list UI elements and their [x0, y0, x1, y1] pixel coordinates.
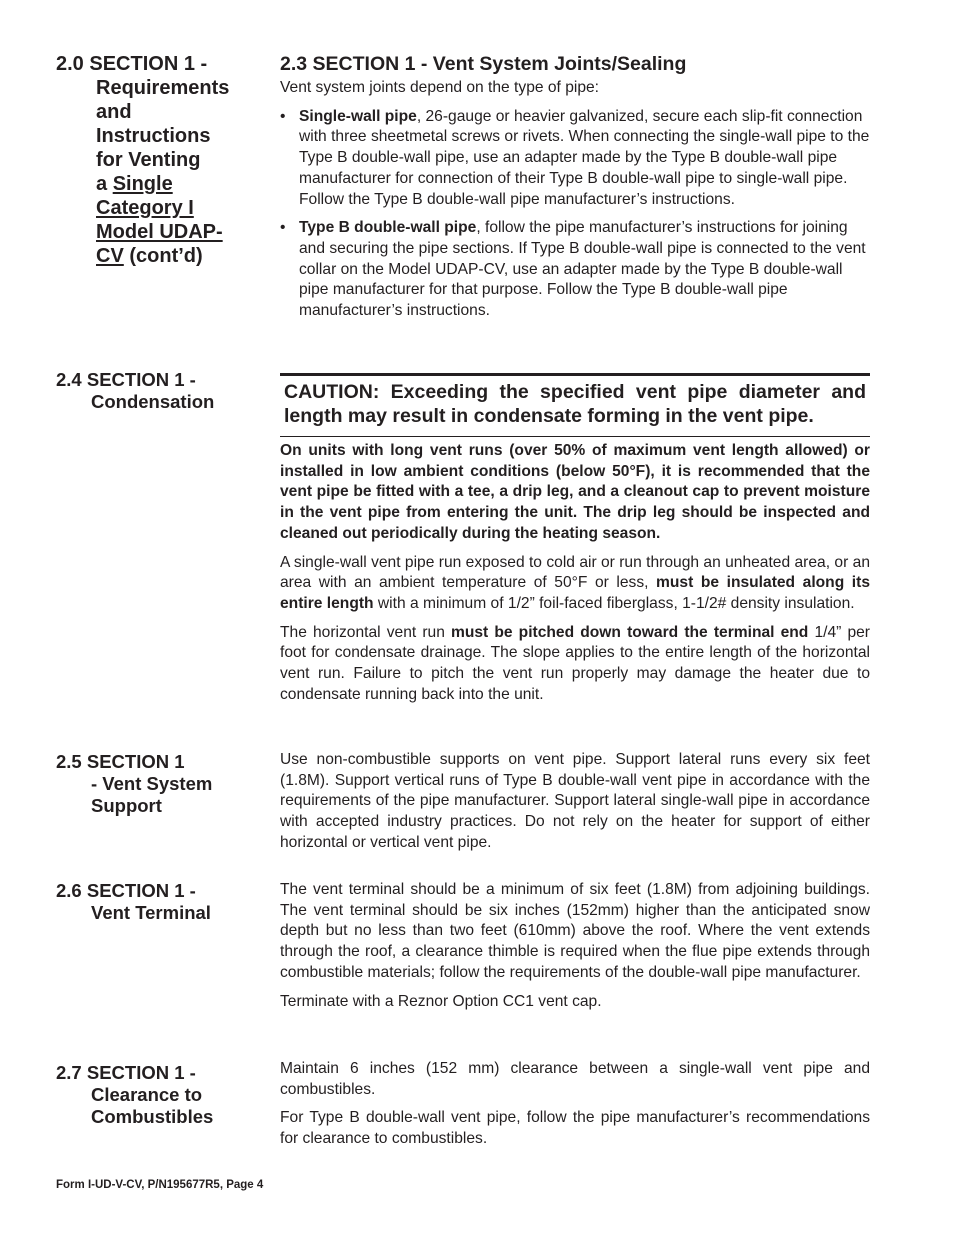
pitch-text-c: 1/4” per foot for condensate drainage. The slope applies to the entire length of the horizontal vent run. Failure to pitch the vent run properly may damage the heater due to condensate running back into the unit. — [280, 623, 870, 703]
s27-label-2: Clearance to — [91, 1084, 203, 1105]
s20-line-3: and — [96, 101, 132, 123]
s24-label-1: 2.4 SECTION 1 - — [56, 369, 196, 390]
s20-line-4: Instructions — [96, 125, 211, 147]
bullet-icon: • — [280, 107, 286, 125]
s27-label-3: Combustibles — [91, 1106, 214, 1127]
s20-suffix: (cont’d) — [123, 245, 203, 267]
list-item-single-wall — [280, 107, 870, 211]
section-2-7-heading — [56, 1062, 256, 1128]
section-2-6-body — [280, 880, 870, 1020]
s20-underline-1: Single — [112, 173, 173, 195]
pitch-paragraph — [280, 623, 870, 706]
clearance-type-b-paragraph: For Type B double-wall vent pipe, follow the pipe manufacturer’s recommendations for clearance to combustibles. — [280, 1109, 870, 1148]
section-2-4-body — [280, 441, 870, 713]
section-2-6-heading — [56, 880, 256, 924]
section-2-5-heading — [56, 751, 256, 817]
s20-line-1: 2.0 SECTION 1 - — [56, 53, 208, 75]
condensation-warning-paragraph: On units with long vent runs (over 50% of maximum vent length allowed) or installed in low ambient conditions (below 50°F), it is recommended that the vent pipe be fitted with a tee, a drip leg, and a cleanout cap to prevent moisture in the vent pipe from entering the unit. The drip leg should be inspected and cleaned out periodically during the heating season. — [280, 442, 870, 542]
s25-label-2: - Vent System — [91, 773, 213, 794]
insulation-text-c: with a minimum of 1/2” foil-faced fiberglass, 1-1/2# density insulation. — [373, 594, 855, 612]
pitch-text-a: The horizontal vent run — [280, 623, 451, 641]
s25-label-1: 2.5 SECTION 1 — [56, 751, 185, 772]
s20-underline-4: CV — [96, 245, 124, 267]
double-wall-text: , follow the pipe manufacturer’s instructions for joining and securing the pipe sections. If Type B double-wall pipe is connected to the vent collar on the Model UDAP-CV, use an adapter made by the Type B double-wall pipe manufacturer for that purpose. Follow the Type B double-wall pipe manufacturer’s instructions. — [299, 219, 866, 320]
double-wall-term: Type B double-wall pipe — [299, 219, 477, 237]
clearance-paragraph: Maintain 6 inches (152 mm) clearance between a single-wall vent pipe and combustibles. — [280, 1060, 870, 1098]
s27-label-1: 2.7 SECTION 1 - — [56, 1062, 196, 1083]
insulation-paragraph — [280, 553, 870, 615]
page-footer: Form I-UD-V-CV, P/N195677R5, Page 4 — [56, 1179, 264, 1191]
s20-line-7 — [56, 196, 256, 220]
pipe-type-list — [280, 107, 870, 322]
s20-line-6 — [56, 172, 256, 196]
section-2-5-body — [280, 750, 870, 862]
s25-label-3: Support — [91, 795, 162, 816]
pitch-text-bold: must be pitched down toward the terminal end — [450, 623, 809, 641]
s24-label-2: Condensation — [91, 391, 215, 412]
single-wall-text: , 26-gauge or heavier galvanized, secure each slip-fit connection with three sheetmetal screws or rivets. When connecting the single-wall pipe to the Type B double-wall pipe, use an adapter made by the Type B double-wall pipe manufacturer for connection of their Type B double-wall pipe to single-wall pipe. Follow the Type B double-wall pipe manufacturer’s instructions. — [299, 107, 870, 208]
terminal-vent-cap: Terminate with a Reznor Option CC1 vent cap. — [280, 992, 602, 1010]
s20-line-2: Requirements — [96, 77, 230, 99]
s26-label-1: 2.6 SECTION 1 - — [56, 880, 196, 901]
section-2-7-body — [280, 1059, 870, 1158]
caution-box — [280, 373, 870, 437]
s26-label-2: Vent Terminal — [91, 902, 211, 923]
section-2-3-intro: Vent system joints depend on the type of pipe: — [280, 79, 600, 96]
bullet-icon: • — [280, 219, 286, 237]
insulation-text-a: A single-wall vent pipe run exposed to cold air or run through an unheated area, or an area with an ambient temperature of 50°F or less, — [280, 553, 870, 592]
s20-line-9 — [56, 244, 256, 268]
s20-line-5: for Venting — [96, 149, 201, 171]
section-2-3 — [280, 52, 870, 330]
s20-underline-2: Category I — [96, 197, 194, 219]
s20-underline-3: Model UDAP- — [96, 221, 223, 243]
section-2-3-heading: 2.3 SECTION 1 - Vent System Joints/Sealing — [280, 53, 687, 75]
section-2-4-heading — [56, 369, 256, 413]
single-wall-term: Single-wall pipe — [299, 107, 417, 125]
s20-a-prefix: a — [96, 173, 113, 195]
insulation-text-bold: must be insulated along its entire length — [280, 574, 871, 612]
list-item-double-wall — [280, 218, 870, 322]
s20-line-8 — [56, 220, 256, 244]
caution-text: CAUTION: Exceeding the specified vent pipe diameter and length may result in condensate forming in the vent pipe. — [284, 381, 866, 427]
terminal-paragraph: The vent terminal should be a minimum of six feet (1.8M) from adjoining buildings. The vent terminal should be six inches (152mm) higher than the anticipated snow depth but no less than two feet (610mm) above the roof. Where the vent extends through the roof, a clearance thimble is required when the flue pipe extends through combustible materials; follow the requirements of the double-wall pipe manufacturer. — [280, 881, 870, 981]
section-2-0-heading — [56, 52, 256, 268]
support-paragraph: Use non-combustible supports on vent pipe. Support lateral runs every six feet (1.8M). Support vertical runs of Type B double-wall vent pipe in accordance with the requirements of the pipe manufacturer. Support lateral single-wall pipe in accordance with accepted industry practices. Do not rely on the heater for support of either horizontal or vertical vent pipe. — [280, 751, 870, 851]
